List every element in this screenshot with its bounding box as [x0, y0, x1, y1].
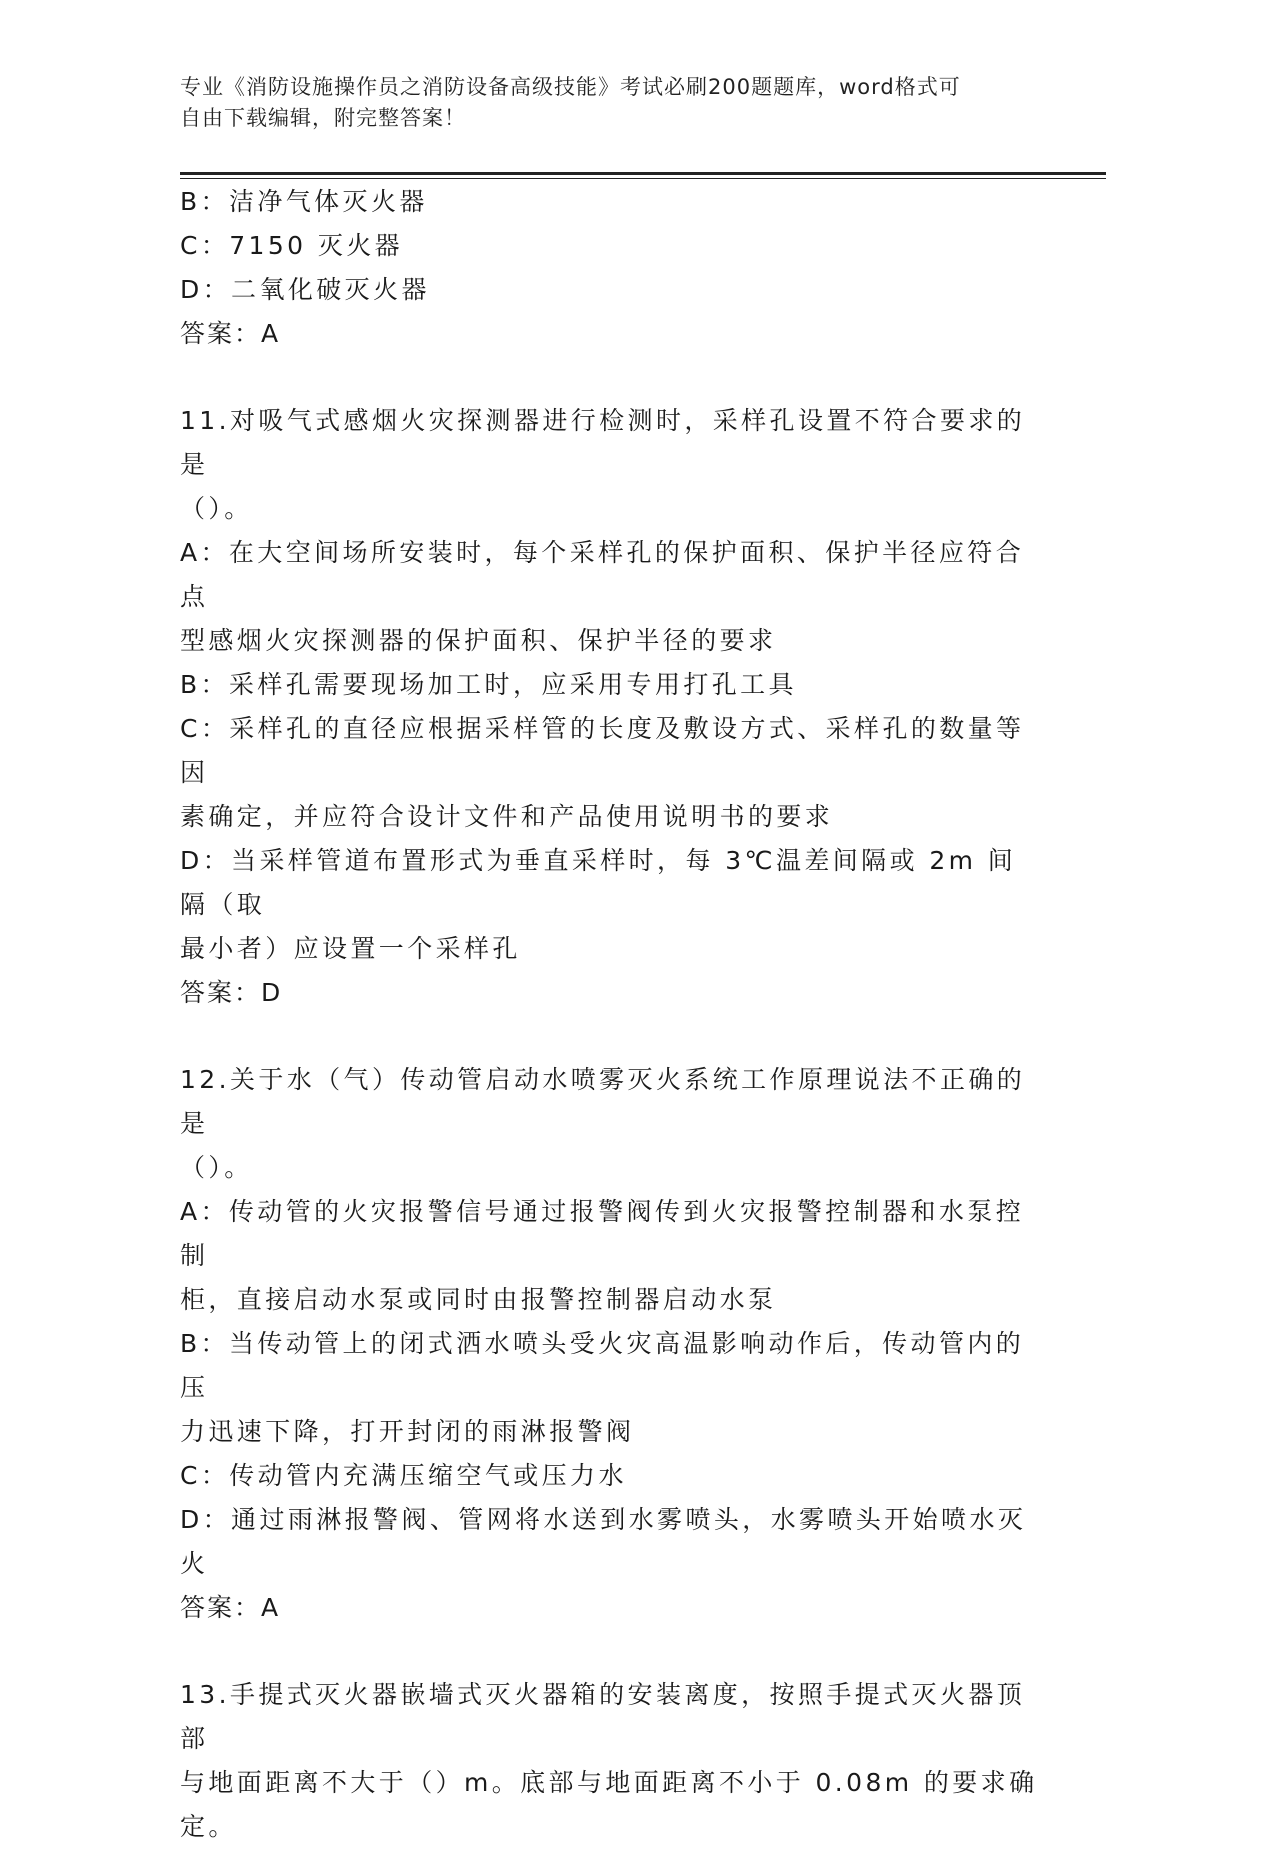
question-12 — [180, 1058, 1040, 1630]
option-d: D：当采样管道布置形式为垂直采样时，每 3℃温差间隔或 2m 间隔（取 — [180, 846, 1017, 919]
question-stem-cont: 与地面距离不大于（）m。底部与地面距离不小于 0.08m 的要求确定。 — [180, 1768, 1038, 1841]
option-a: A：传动管的火灾报警信号通过报警阀传到火灾报警控制器和水泵控制 — [180, 1197, 1025, 1270]
question-10-continued — [180, 180, 1040, 356]
option-d: D：二氧化破灭火器 — [180, 275, 430, 304]
option-c: C：传动管内充满压缩空气或压力水 — [180, 1461, 627, 1490]
question-stem-cont: （）。 — [180, 1153, 253, 1182]
question-stem: 12.关于水（气）传动管启动水喷雾灭火系统工作原理说法不正确的是 — [180, 1065, 1026, 1138]
header-line-1: 专业《消防设施操作员之消防设备高级技能》考试必刷200题题库，word格式可 — [180, 75, 961, 99]
header-divider-thin — [180, 178, 1106, 179]
header-divider-thick — [180, 172, 1106, 175]
question-13 — [180, 1673, 1040, 1849]
option-b: B：当传动管上的闭式洒水喷头受火灾高温影响动作后，传动管内的压 — [180, 1329, 1025, 1402]
answer: 答案：D — [180, 978, 283, 1007]
option-c: C：采样孔的直径应根据采样管的长度及敷设方式、采样孔的数量等因 — [180, 714, 1025, 787]
answer: 答案：A — [180, 319, 281, 348]
answer: 答案：A — [180, 1593, 281, 1622]
option-d-cont: 最小者）应设置一个采样孔 — [180, 934, 521, 963]
option-b: B：洁净气体灭火器 — [180, 187, 428, 216]
document-body — [180, 180, 1040, 1849]
header-line-2: 自由下载编辑，附完整答案！ — [180, 106, 466, 130]
spacer — [180, 1630, 1040, 1673]
question-11 — [180, 399, 1040, 1015]
option-c-cont: 素确定，并应符合设计文件和产品使用说明书的要求 — [180, 802, 834, 831]
spacer — [180, 356, 1040, 399]
spacer — [180, 1015, 1040, 1058]
option-b: B：采样孔需要现场加工时，应采用专用打孔工具 — [180, 670, 797, 699]
option-a: A：在大空间场所安装时，每个采样孔的保护面积、保护半径应符合点 — [180, 538, 1025, 611]
page-header — [180, 72, 1040, 134]
question-stem-cont: （）。 — [180, 494, 253, 523]
option-c: C：7150 灭火器 — [180, 231, 404, 260]
option-d: D：通过雨淋报警阀、管网将水送到水雾喷头，水雾喷头开始喷水灭火 — [180, 1505, 1027, 1578]
question-stem: 13.手提式灭火器嵌墙式灭火器箱的安装离度，按照手提式灭火器顶部 — [180, 1680, 1026, 1753]
option-b-cont: 力迅速下降，打开封闭的雨淋报警阀 — [180, 1417, 635, 1446]
option-a-cont: 型感烟火灾探测器的保护面积、保护半径的要求 — [180, 626, 777, 655]
option-a-cont: 柜，直接启动水泵或同时由报警控制器启动水泵 — [180, 1285, 777, 1314]
question-stem: 11.对吸气式感烟火灾探测器进行检测时，采样孔设置不符合要求的是 — [180, 406, 1026, 479]
